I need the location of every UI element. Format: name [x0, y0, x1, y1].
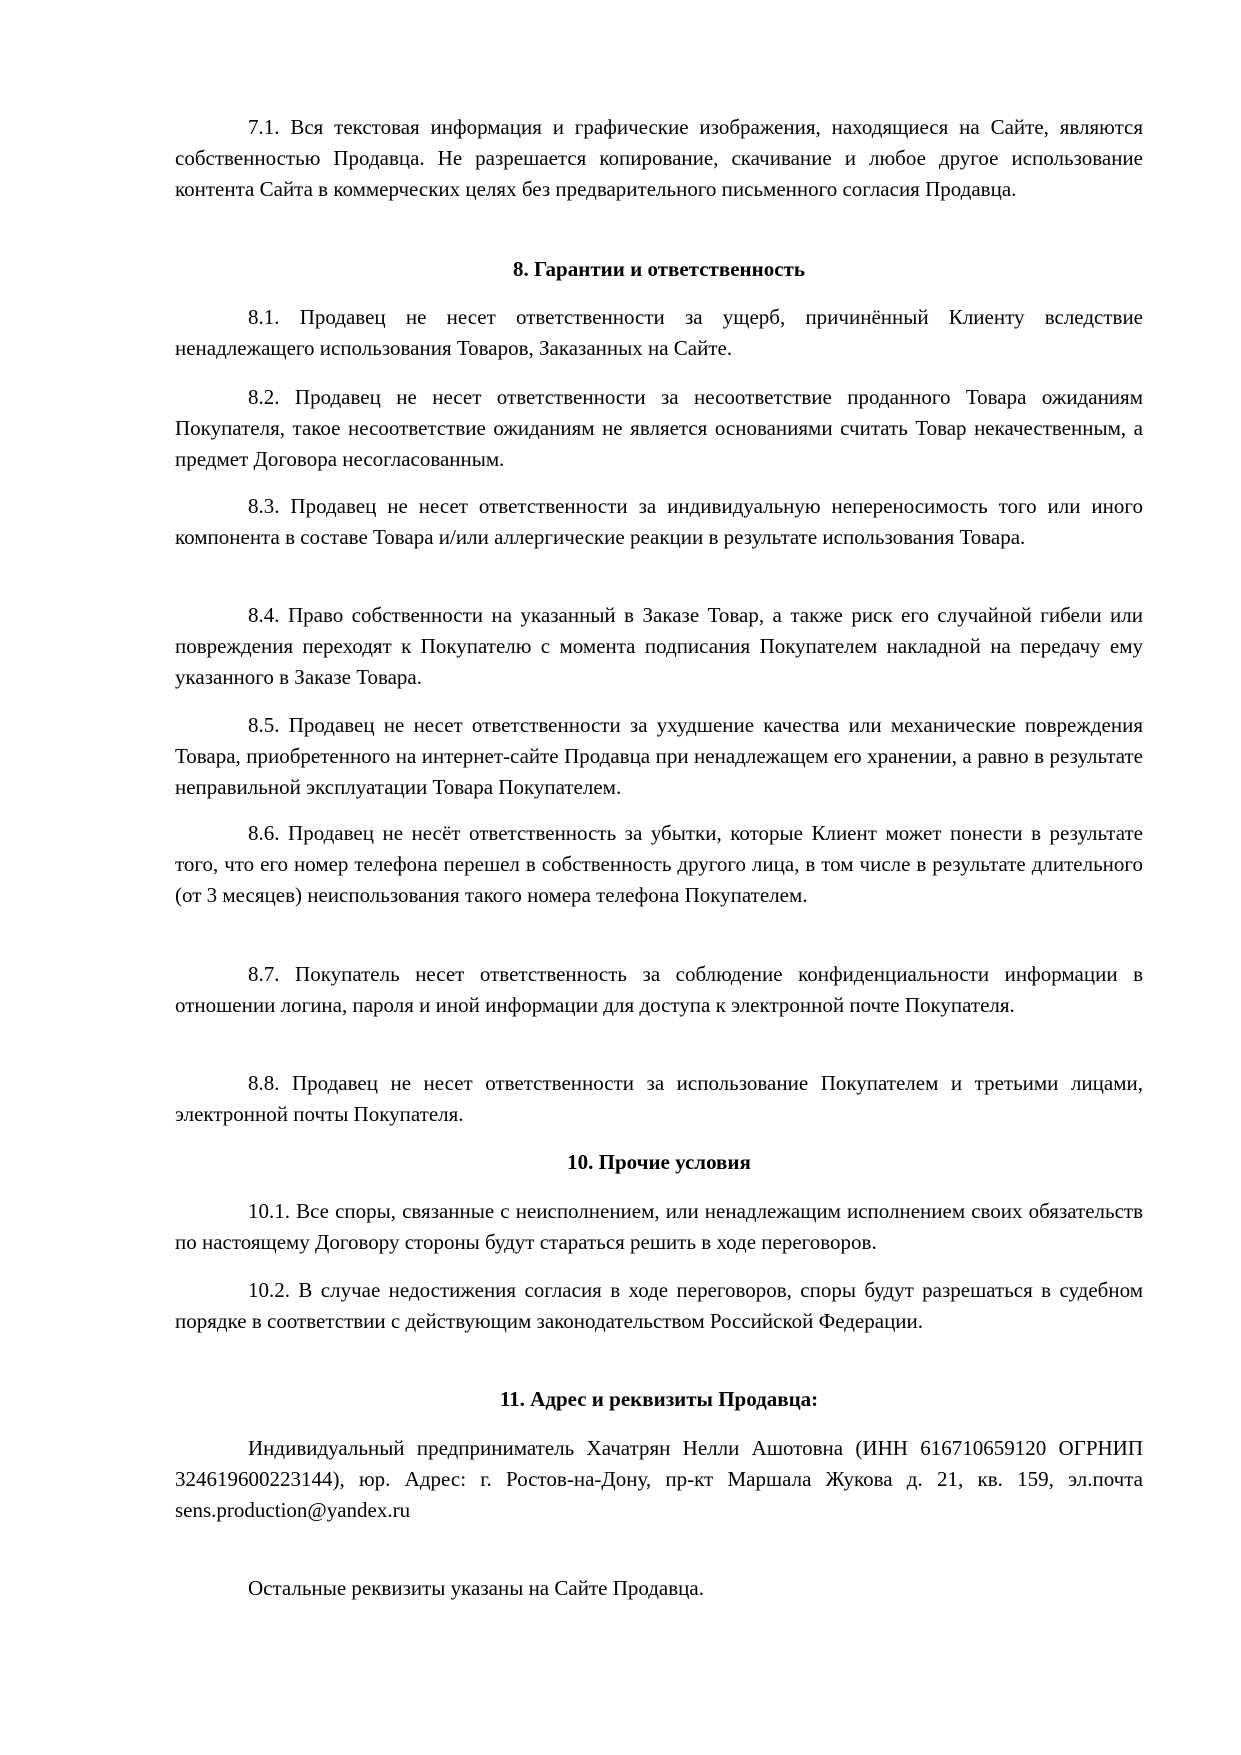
paragraph-8-4: 8.4. Право собственности на указанный в Заказе Товар, а также риск его случайной гибели или повреждения переходят к Покупателю с момента подписания Покупателем накладной на передачу ему указанного в Заказе Товара. [175, 603, 1143, 689]
paragraph-8-8: 8.8. Продавец не несет ответственности за использование Покупателем и третьими лицами, электронной почты Покупателя. [175, 1071, 1143, 1126]
paragraph-8-3: 8.3. Продавец не несет ответственности за индивидуальную непереносимость того или иного компонента в составе Товара и/или аллергические реакции в результате использования Товара. [175, 494, 1143, 549]
paragraph-10-2: 10.2. В случае недостижения согласия в ходе переговоров, споры будут разрешаться в судебном порядке в соответствии с действующим законодательством Российской Федерации. [175, 1278, 1143, 1333]
paragraph-8-6: 8.6. Продавец не несёт ответственность за убытки, которые Клиент может понести в результате того, что его номер телефона перешел в собственность другого лица, в том числе в результате длительного (от 3 месяцев) неиспользования такого номера телефона Покупателем. [175, 821, 1143, 907]
paragraph-8-1: 8.1. Продавец не несет ответственности за ущерб, причинённый Клиенту вследствие ненадлежащего использования Товаров, Заказанных на Сайте. [175, 305, 1143, 360]
heading-section-11: 11. Адрес и реквизиты Продавца: [499, 1387, 819, 1411]
seller-address: Индивидуальный предприниматель Хачатрян Нелли Ашотовна (ИНН 616710659120 ОГРНИП 324619600223144), юр. Адрес: г. Ростов-на-Дону, пр-кт Маршала Жукова д. 21, кв. 159, эл.почта sens.production@yandex.ru [175, 1436, 1143, 1522]
paragraph-8-7: 8.7. Покупатель несет ответственность за соблюдение конфиденциальности информации в отношении логина, пароля и иной информации для доступа к электронной почте Покупателя. [175, 962, 1143, 1017]
paragraph-8-5: 8.5. Продавец не несет ответственности за ухудшение качества или механические повреждения Товара, приобретенного на интернет-сайте Продавца при ненадлежащем его хранении, а равно в результате неправильной эксплуатации Товара Покупателем. [175, 713, 1143, 799]
paragraph-10-1: 10.1. Все споры, связанные с неисполнением, или ненадлежащим исполнением своих обязательств по настоящему Договору стороны будут стараться решить в ходе переговоров. [175, 1199, 1143, 1254]
paragraph-7-1: 7.1. Вся текстовая информация и графические изображения, находящиеся на Сайте, являются собственностью Продавца. Не разрешается копирование, скачивание и любое другое использование контента Сайта в коммерческих целях без предварительного письменного согласия Продавца. [175, 115, 1143, 201]
heading-section-8: 8. Гарантии и ответственность [513, 257, 805, 281]
paragraph-8-2: 8.2. Продавец не несет ответственности за несоответствие проданного Товара ожиданиям Покупателя, такое несоответствие ожиданиям не является основаниями считать Товар некачественным, а предмет Договора несогласованным. [175, 385, 1143, 471]
other-requisites-note: Остальные реквизиты указаны на Сайте Продавца. [248, 1576, 704, 1600]
heading-section-10: 10. Прочие условия [567, 1150, 751, 1174]
